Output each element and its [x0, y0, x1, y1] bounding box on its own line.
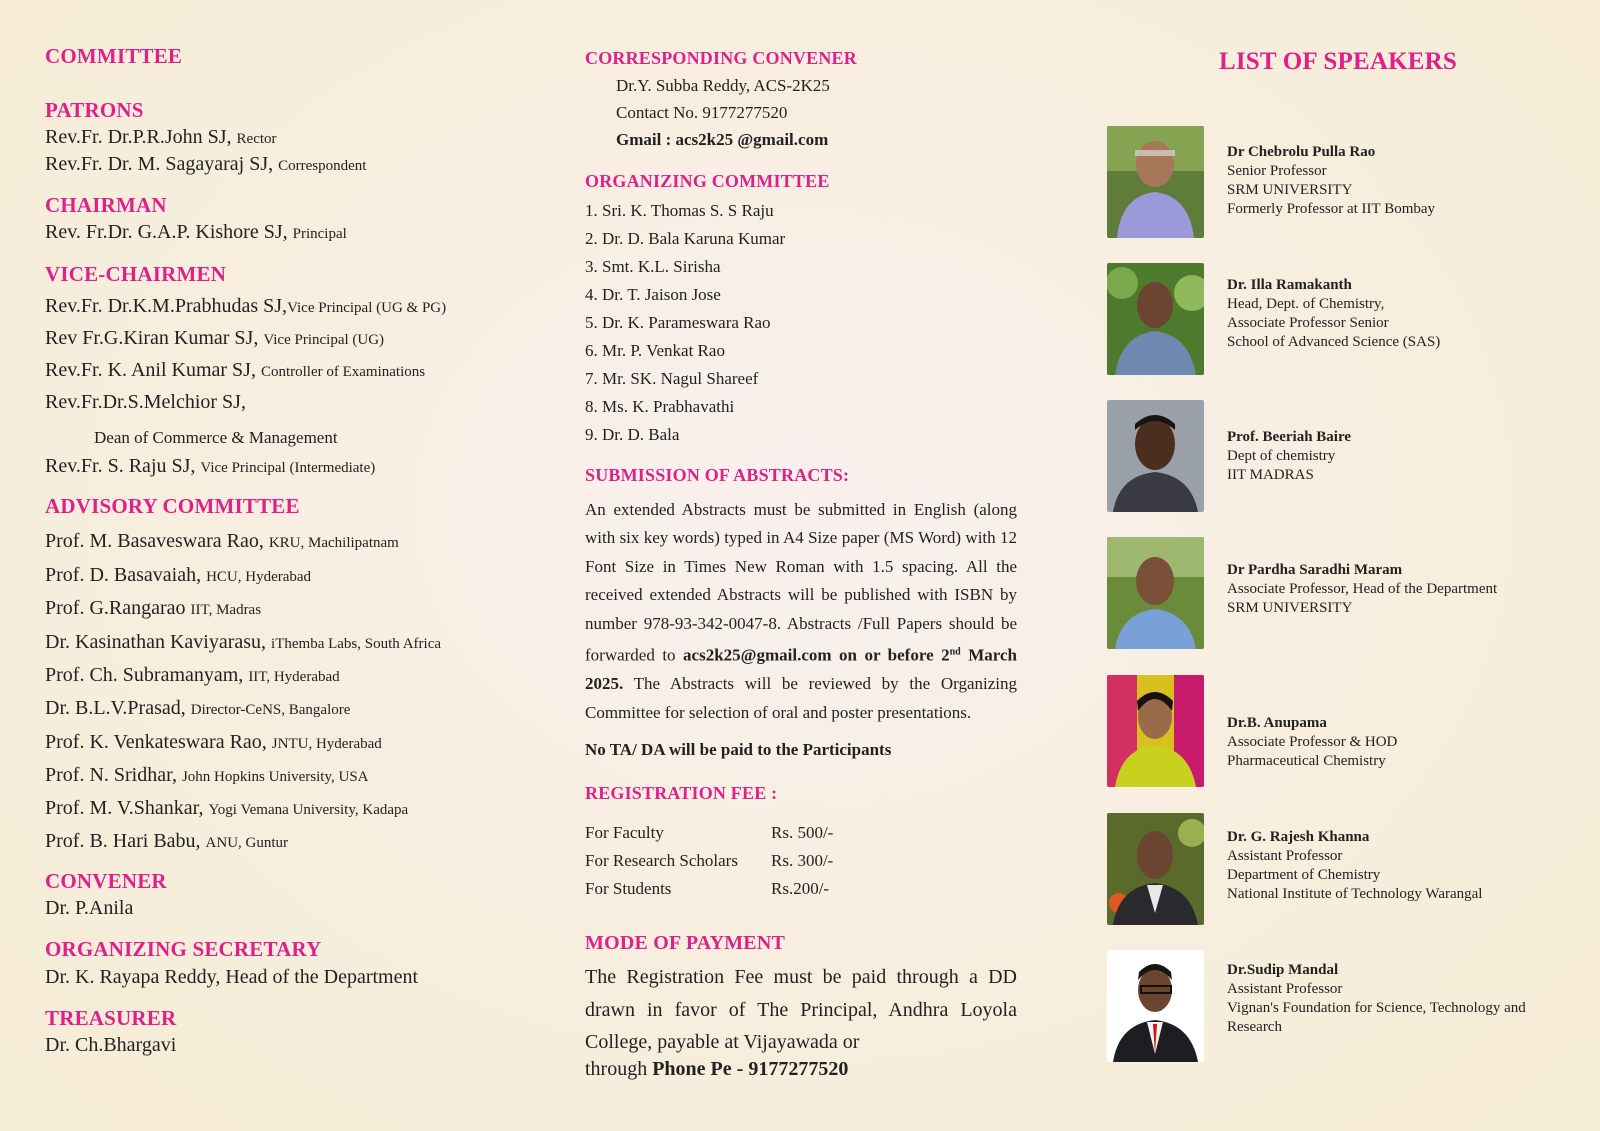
organizing-member: 9. Dr. D. Bala	[585, 425, 680, 444]
speaker-detail: Vignan's Foundation for Science, Technology and	[1227, 1000, 1526, 1016]
patron-entry: Rev.Fr. Dr.P.R.John SJ, Rector	[45, 126, 277, 148]
abstracts-heading: SUBMISSION OF ABSTRACTS:	[585, 465, 850, 485]
speaker-info	[1227, 143, 1577, 219]
speaker-name: Dr.Sudip Mandal	[1227, 962, 1339, 978]
vice-chairman-role: Dean of Commerce & Management	[94, 428, 338, 447]
treasurer-heading: TREASURER	[45, 1006, 177, 1030]
no-ta-notice: No TA/ DA will be paid to the Participants	[585, 740, 892, 759]
speaker-name: Dr Chebrolu Pulla Rao	[1227, 144, 1376, 160]
org-secretary-heading: ORGANIZING SECRETARY	[45, 937, 322, 961]
advisory-entry: Prof. N. Sridhar, John Hopkins University, USA	[45, 764, 369, 786]
speaker-photo	[1107, 813, 1204, 925]
speaker-name: Prof. Beeriah Baire	[1227, 429, 1351, 445]
speaker-photo	[1107, 263, 1204, 375]
speaker-detail: Associate Professor, Head of the Department	[1227, 581, 1498, 597]
organizing-member: 3. Smt. K.L. Sirisha	[585, 257, 721, 276]
treasurer-name: Dr. Ch.Bhargavi	[45, 1034, 177, 1056]
speaker-detail: IIT MADRAS	[1227, 467, 1314, 483]
speaker-name: Dr.B. Anupama	[1227, 715, 1327, 731]
payment-paragraph: The Registration Fee must be paid through a DD drawn in favor of The Principal, Andhra Loyola College, payable at Vijayawada or	[585, 966, 1017, 1053]
fee-heading: REGISTRATION FEE :	[585, 783, 778, 803]
speaker-detail: Pharmaceutical Chemistry	[1227, 753, 1386, 769]
organizing-member: 1. Sri. K. Thomas S. S Raju	[585, 201, 774, 220]
speaker-detail: Department of Chemistry	[1227, 867, 1381, 883]
organizing-member: 4. Dr. T. Jaison Jose	[585, 285, 721, 304]
speaker-detail: Assistant Professor	[1227, 981, 1343, 997]
corresponding-heading: CORRESPONDING CONVENER	[585, 48, 857, 68]
speaker-info	[1227, 276, 1577, 352]
advisory-entry: Dr. Kasinathan Kaviyarasu, iThemba Labs, South Africa	[45, 631, 442, 653]
advisory-entry: Dr. B.L.V.Prasad, Director-CeNS, Bangalore	[45, 697, 351, 719]
speaker-detail: Head, Dept. of Chemistry,	[1227, 296, 1385, 312]
speaker-info	[1227, 714, 1577, 771]
abstracts-paragraph: An extended Abstracts must be submitted in English (along with six key words) typed in A4 Size paper (MS Word) with 12 Font Size in Times New Roman with 1.5 spacing. All the received extended Abstracts will be published with ISBN by number 978-93-342-0047-8. Abstracts /Full Papers should be forwarded to acs2k25@gmail.com on or before 2nd March 2025. The Abstracts will be reviewed by the Organizing Committee for selection of oral and poster presentations.	[585, 500, 1017, 722]
committee-title: COMMITTEE	[45, 44, 183, 68]
advisory-entry: Prof. B. Hari Babu, ANU, Guntur	[45, 830, 289, 852]
speaker-detail: Research	[1227, 1019, 1282, 1035]
speaker-detail: School of Advanced Science (SAS)	[1227, 334, 1441, 350]
vice-chairman-entry: Rev.Fr. Dr.K.M.Prabhudas SJ,Vice Principal (UG & PG)	[45, 295, 447, 317]
chairman-entry: Rev. Fr.Dr. G.A.P. Kishore SJ, Principal	[45, 221, 347, 243]
patron-entry: Rev.Fr. Dr. M. Sagayaraj SJ, Correspondent	[45, 153, 367, 175]
organizing-member: 7. Mr. SK. Nagul Shareef	[585, 369, 759, 388]
advisory-heading: ADVISORY COMMITTEE	[45, 494, 300, 518]
corresponding-line: Contact No. 9177277520	[616, 103, 788, 122]
corresponding-line: Dr.Y. Subba Reddy, ACS-2K25	[616, 76, 830, 95]
organizing-heading: ORGANIZING COMMITTEE	[585, 171, 830, 191]
vice-chairman-entry: Rev.Fr. K. Anil Kumar SJ, Controller of Examinations	[45, 359, 426, 381]
speaker-detail: Dept of chemistry	[1227, 448, 1336, 464]
advisory-entry: Prof. G.Rangarao IIT, Madras	[45, 597, 262, 619]
advisory-entry: Prof. M. Basaveswara Rao, KRU, Machilipatnam	[45, 530, 399, 552]
organizing-member: 2. Dr. D. Bala Karuna Kumar	[585, 229, 786, 248]
speaker-photo	[1107, 950, 1204, 1062]
payment-phone-line: through Phone Pe - 9177277520	[585, 1058, 849, 1080]
speaker-photo	[1107, 400, 1204, 512]
speaker-detail: SRM UNIVERSITY	[1227, 182, 1353, 198]
speaker-detail: Assistant Professor	[1227, 848, 1343, 864]
corresponding-gmail: Gmail : acs2k25 @gmail.com	[616, 130, 829, 149]
speaker-photo	[1107, 537, 1204, 649]
speaker-detail: National Institute of Technology Warangal	[1227, 886, 1483, 902]
speaker-name: Dr Pardha Saradhi Maram	[1227, 562, 1403, 578]
speaker-detail: Associate Professor & HOD	[1227, 734, 1398, 750]
fee-row: For Faculty Rs. 500/-	[585, 823, 834, 842]
fee-row: For Research Scholars Rs. 300/-	[585, 851, 834, 870]
vice-chairman-entry: Rev Fr.G.Kiran Kumar SJ, Vice Principal (UG)	[45, 327, 385, 349]
chairman-heading: CHAIRMAN	[45, 193, 167, 217]
org-secretary-name: Dr. K. Rayapa Reddy, Head of the Department	[45, 966, 419, 988]
speaker-photo	[1107, 675, 1204, 787]
advisory-entry: Prof. Ch. Subramanyam, IIT, Hyderabad	[45, 664, 340, 686]
convener-heading: CONVENER	[45, 869, 167, 893]
speaker-name: Dr. Illa Ramakanth	[1227, 277, 1352, 293]
organizing-member: 5. Dr. K. Parameswara Rao	[585, 313, 771, 332]
speakers-title: LIST OF SPEAKERS	[1219, 48, 1458, 75]
patrons-heading: PATRONS	[45, 98, 144, 122]
speaker-info	[1227, 561, 1577, 618]
speaker-detail: Associate Professor Senior	[1227, 315, 1389, 331]
speaker-detail: Senior Professor	[1227, 163, 1327, 179]
vice-chairman-entry: Rev.Fr.Dr.S.Melchior SJ,	[45, 391, 246, 413]
speaker-info	[1227, 828, 1577, 904]
convener-name: Dr. P.Anila	[45, 897, 134, 919]
speaker-info	[1227, 428, 1577, 485]
payment-heading: MODE OF PAYMENT	[585, 932, 786, 954]
speaker-detail: Formerly Professor at IIT Bombay	[1227, 201, 1436, 217]
organizing-member: 8. Ms. K. Prabhavathi	[585, 397, 735, 416]
vice-chairman-entry: Rev.Fr. S. Raju SJ, Vice Principal (Intermediate)	[45, 455, 376, 477]
advisory-entry: Prof. K. Venkateswara Rao, JNTU, Hyderabad	[45, 731, 382, 753]
speaker-photo	[1107, 126, 1204, 238]
advisory-entry: Prof. D. Basavaiah, HCU, Hyderabad	[45, 564, 312, 586]
fee-row: For Students Rs.200/-	[585, 879, 830, 898]
vice-chairmen-heading: VICE-CHAIRMEN	[45, 262, 227, 286]
speaker-info	[1227, 961, 1577, 1037]
organizing-member: 6. Mr. P. Venkat Rao	[585, 341, 725, 360]
advisory-entry: Prof. M. V.Shankar, Yogi Vemana University, Kadapa	[45, 797, 409, 819]
speaker-detail: SRM UNIVERSITY	[1227, 600, 1353, 616]
speaker-name: Dr. G. Rajesh Khanna	[1227, 829, 1370, 845]
